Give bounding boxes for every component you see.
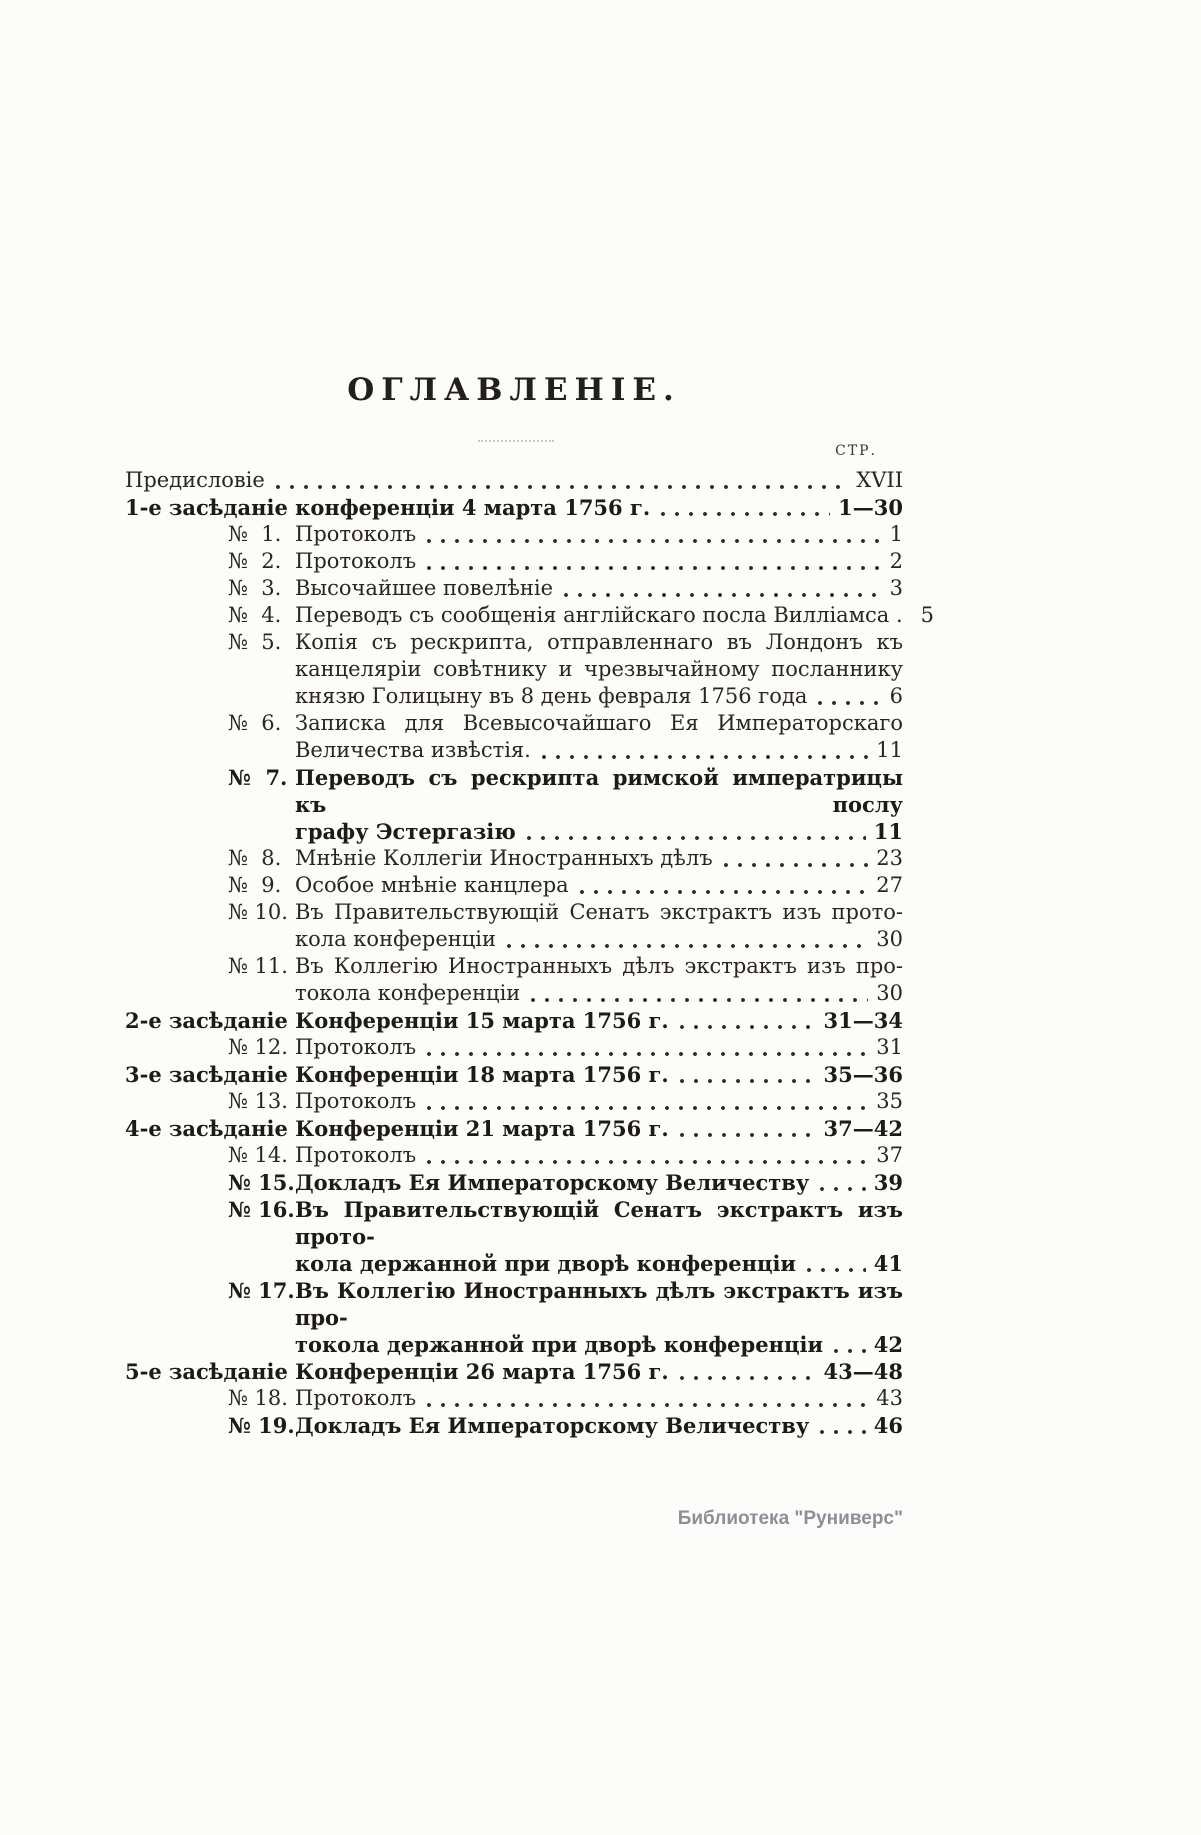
entry-text: Протоколъ	[295, 1035, 417, 1059]
toc-row	[125, 872, 903, 899]
dot-leader	[579, 889, 869, 895]
toc-row	[125, 1412, 903, 1439]
entry-number: № 13.	[228, 1089, 288, 1113]
toc-row	[125, 548, 903, 575]
toc-row	[125, 710, 903, 737]
entry-page-number: 30	[876, 981, 903, 1005]
toc-row	[125, 1115, 903, 1142]
entry-page-number: 43	[876, 1386, 903, 1410]
dot-leader	[541, 754, 868, 760]
toc-row	[125, 494, 903, 521]
toc-row	[125, 1088, 903, 1115]
entry-number: № 10.	[228, 900, 288, 924]
entry-number: № 16.	[228, 1197, 295, 1222]
dot-leader	[426, 1105, 868, 1111]
entry-text: Протоколъ	[295, 1143, 417, 1167]
toc-row	[125, 1331, 903, 1358]
toc-row	[125, 845, 903, 872]
entry-text: Протоколъ	[295, 1386, 417, 1410]
entry-text: Величества извѣстія.	[295, 738, 531, 762]
entry-text: Протоколъ	[295, 522, 417, 546]
toc-row	[125, 1142, 903, 1169]
entry-page-number: 31	[876, 1035, 903, 1059]
dot-leader	[426, 538, 881, 544]
toc-row	[125, 1169, 903, 1196]
entry-number: № 5.	[228, 630, 282, 654]
dot-leader	[506, 943, 868, 949]
entry-number: № 8.	[228, 846, 282, 870]
entry-page-number: 37—42	[823, 1116, 903, 1141]
entry-page-number: 1—30	[838, 495, 903, 520]
entry-number: № 9.	[228, 873, 282, 897]
entry-number: № 6.	[228, 711, 282, 735]
entry-text: токола держанной при дворѣ конференціи	[295, 1332, 824, 1357]
entry-page-number: 5	[920, 603, 935, 627]
entry-text: 3-е засѣданіе Конференціи 18 марта 1756 г.	[125, 1062, 669, 1087]
dot-leader	[426, 1051, 868, 1057]
entry-text: Записка для Всевысочайшаго Ея Императорскаго	[295, 711, 903, 735]
dot-leader	[679, 1375, 816, 1381]
entry-text: Предисловіе	[125, 468, 265, 492]
entry-text: канцеляріи совѣтнику и чрезвычайному посланнику	[295, 657, 903, 681]
dot-leader	[679, 1078, 816, 1084]
entry-text: Въ Правительствующій Сенатъ экстрактъ изъ прото-	[295, 900, 903, 924]
entry-text: Протоколъ	[295, 1089, 417, 1113]
toc-entries	[125, 467, 935, 1439]
entry-text: Въ Коллегію Иностранныхъ дѣлъ экстрактъ изъ про-	[295, 954, 903, 978]
entry-text: 1-е засѣданіе конференціи 4 марта 1756 г.	[125, 495, 651, 520]
entry-page-number: 1	[889, 522, 903, 546]
entry-text: Переводъ съ сообщенія англійскаго посла Вилліамса .	[295, 603, 903, 627]
toc-row	[125, 602, 935, 629]
entry-number: № 14.	[228, 1143, 288, 1167]
toc-row	[125, 737, 903, 764]
entry-number: № 15.	[228, 1170, 295, 1195]
dot-leader	[833, 1348, 866, 1354]
dot-leader	[426, 1159, 868, 1165]
dot-leader	[679, 1132, 816, 1138]
dot-leader	[817, 700, 881, 706]
entry-number: № 11.	[228, 954, 288, 978]
entry-text: кола держанной при дворѣ конференціи	[295, 1251, 797, 1276]
toc-row	[125, 1034, 903, 1061]
entry-number: № 4.	[228, 603, 282, 627]
toc-row	[125, 683, 903, 710]
entry-text: Копія съ рескрипта, отправленнаго въ Лондонъ къ	[295, 630, 903, 654]
toc-row	[125, 1358, 903, 1385]
entry-text: 2-е засѣданіе Конференціи 15 марта 1756 г.	[125, 1008, 669, 1033]
toc-row	[125, 1277, 903, 1331]
entry-number: № 7.	[228, 765, 288, 790]
entry-number: № 12.	[228, 1035, 288, 1059]
library-watermark: Библиотека "Руниверс"	[677, 1508, 903, 1529]
toc-row	[125, 656, 903, 683]
entry-number: № 17.	[228, 1278, 295, 1303]
toc-row	[125, 1385, 903, 1412]
toc-row	[125, 899, 903, 926]
entry-text: Въ Коллегію Иностранныхъ дѣлъ экстрактъ изъ про-	[295, 1278, 903, 1330]
entry-page-number: 11	[873, 819, 903, 844]
toc-row	[125, 521, 903, 548]
entry-text: 5-е засѣданіе Конференціи 26 марта 1756 г.	[125, 1359, 669, 1384]
dot-leader	[526, 835, 866, 841]
dot-leader	[275, 484, 848, 490]
dot-leader	[530, 997, 868, 1003]
entry-page-number: 35	[876, 1089, 903, 1113]
entry-text: Особое мнѣніе канцлера	[295, 873, 569, 897]
toc-row	[125, 1250, 903, 1277]
toc-row	[125, 926, 903, 953]
dot-leader	[806, 1267, 866, 1273]
entry-page-number: 39	[873, 1170, 903, 1195]
toc-row	[125, 1196, 903, 1250]
entry-text: Докладъ Ея Императорскому Величеству	[295, 1413, 810, 1438]
entry-text: Переводъ съ рескрипта римской императрицы къ послу	[295, 765, 903, 817]
toc-row	[125, 764, 903, 818]
page-title: ОГЛАВЛЕНІЕ.	[347, 372, 681, 408]
entry-number: № 3.	[228, 576, 282, 600]
entry-text: Въ Правительствующій Сенатъ экстрактъ изъ прото-	[295, 1197, 903, 1249]
entry-page-number: 2	[889, 549, 903, 573]
toc-row	[125, 467, 903, 494]
entry-number: № 19.	[228, 1413, 295, 1438]
entry-page-number: 42	[873, 1332, 903, 1357]
entry-page-number: XVII	[856, 468, 903, 492]
entry-text: кола конференціи	[295, 927, 497, 951]
entry-page-number: 3	[889, 576, 903, 600]
toc-row	[125, 575, 903, 602]
toc-row	[125, 980, 903, 1007]
page-column-header: СТР.	[835, 443, 877, 459]
toc-row	[125, 1061, 903, 1088]
dot-leader	[563, 592, 882, 598]
entry-text: князю Голицыну въ 8 день февраля 1756 года	[295, 684, 808, 708]
entry-text: 4-е засѣданіе Конференціи 21 марта 1756 г.	[125, 1116, 669, 1141]
entry-number: № 18.	[228, 1386, 288, 1410]
entry-page-number: 11	[876, 738, 903, 762]
entry-page-number: 31—34	[823, 1008, 903, 1033]
dot-leader	[819, 1186, 865, 1192]
entry-page-number: 46	[873, 1413, 903, 1438]
entry-text: Протоколъ	[295, 549, 417, 573]
dot-leader	[679, 1024, 816, 1030]
dot-leader	[426, 1402, 868, 1408]
entry-page-number: 37	[876, 1143, 903, 1167]
title-divider	[478, 440, 554, 442]
entry-number: № 1.	[228, 522, 282, 546]
dot-leader	[426, 565, 881, 571]
entry-page-number: 27	[876, 873, 903, 897]
entry-page-number: 35—36	[823, 1062, 903, 1087]
toc-row	[125, 818, 903, 845]
entry-text: Докладъ Ея Императорскому Величеству	[295, 1170, 810, 1195]
entry-text: Высочайшее повелѣніе	[295, 576, 554, 600]
entry-text: токола конференціи	[295, 981, 521, 1005]
toc-row	[125, 953, 903, 980]
entry-number: № 2.	[228, 549, 282, 573]
dot-leader	[660, 511, 830, 517]
entry-page-number: 6	[889, 684, 903, 708]
entry-page-number: 43—48	[823, 1359, 903, 1384]
entry-text: графу Эстергазію	[295, 819, 516, 844]
toc-row	[125, 629, 903, 656]
entry-page-number: 30	[876, 927, 903, 951]
entry-page-number: 23	[876, 846, 903, 870]
dot-leader	[723, 862, 869, 868]
dot-leader	[819, 1429, 865, 1435]
toc-row	[125, 1007, 903, 1034]
entry-page-number: 41	[873, 1251, 903, 1276]
entry-text: Мнѣніе Коллегіи Иностранныхъ дѣлъ	[295, 846, 713, 870]
